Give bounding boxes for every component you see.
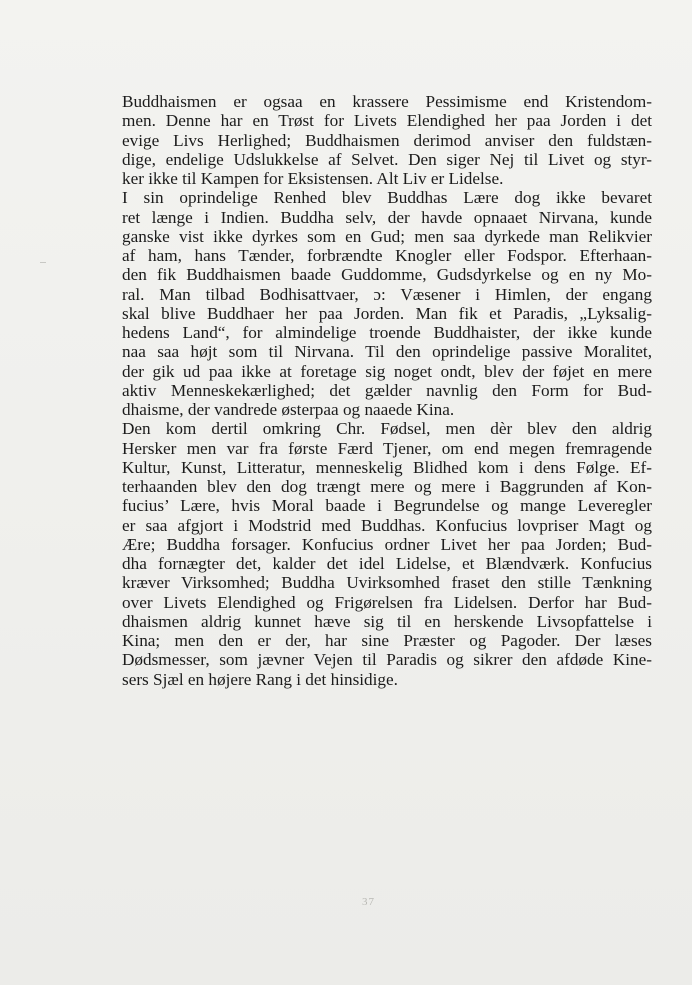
paragraph-1-line: men. Denne har en Trøst for Livets Elendighed her paa Jorden i det [122, 111, 652, 131]
paragraph-3-line: over Livets Elendighed og Frigørelsen fra Lidelsen. Derfor har Bud- [122, 592, 652, 612]
paragraph-2-line: skal blive Buddhaer her paa Jorden. Man fik et Paradis, „Lyksalig- [122, 303, 652, 323]
paragraph-3-line: kræver Virksomhed; Buddha Uvirksomhed fraset den stille Tænkning [122, 573, 652, 593]
paragraph-1-line: ker ikke til Kampen for Eksistensen. Alt Liv er Lidelse. [122, 169, 504, 188]
page-number: 37 [362, 896, 375, 908]
paragraph-3-line: Hersker men var fra første Færd Tjener, om end megen fremragende [122, 438, 652, 458]
paragraph-3-line: Dødsmesser, som jævner Vejen til Paradis og sikrer den afdøde Kine- [122, 650, 652, 670]
paragraph-1-line: evige Livs Herlighed; Buddhaismen derimod anviser den fuldstæn- [122, 130, 652, 150]
paragraph-2-line: naa saa højt som til Nirvana. Til den oprindelige passive Moralitet, [122, 342, 652, 362]
paragraph-3-line: dhaismen aldrig kunnet hæve sig til en herskende Livsopfattelse i [122, 611, 652, 631]
paragraph-3-line: Den kom dertil omkring Chr. Fødsel, men dèr blev den aldrig [122, 419, 652, 439]
paragraph-2-line: der gik ud paa ikke at foretage sig noget ondt, blev der føjet en mere [122, 361, 652, 381]
paragraph-3-line: fucius’ Lære, hvis Moral baade i Begrundelse og mange Leveregler [122, 496, 652, 516]
paragraph-2-line: ral. Man tilbad Bodhisattvaer, ɔ: Væsener i Himlen, der engang [122, 284, 652, 304]
paragraph-3-line: er saa afgjort i Modstrid med Buddhas. Konfucius lovpriser Magt og [122, 515, 652, 535]
paragraph-3-line: Kina; men den er der, har sine Præster og Pagoder. Der læses [122, 631, 652, 650]
paragraph-2-line: I sin oprindelige Renhed blev Buddhas Lære dog ikke bevaret [122, 188, 652, 208]
paragraph-3-line: sers Sjæl en højere Rang i det hinsidige. [122, 669, 398, 689]
paragraph-1-line: dige, endelige Udslukkelse af Selvet. Den siger Nej til Livet og styr- [122, 149, 652, 169]
paragraph-2-line: den fik Buddhaismen baade Guddomme, Gudsdyrkelse og en ny Mo- [122, 265, 652, 285]
paragraph-2-line: af ham, hans Tænder, forbrændte Knogler eller Fodspor. Efterhaan- [122, 246, 652, 265]
paragraph-3-line: dha fornægter det, kalder det idel Lidelse, et Blændværk. Konfucius [122, 554, 652, 573]
body-text [122, 92, 652, 689]
paragraph-2-line: hedens Land“, for almindelige troende Buddhaister, der ikke kunde [122, 323, 652, 342]
edge-mark [40, 262, 46, 263]
paragraph-2-line: ganske vist ikke dyrkes som en Gud; men saa dyrkede man Relikvier [122, 226, 652, 246]
paragraph-3-line: Ære; Buddha forsager. Konfucius ordner Livet her paa Jorden; Bud- [122, 534, 652, 554]
paragraph-3-line: terhaanden blev den dog trængt mere og mere i Baggrunden af Kon- [122, 477, 652, 496]
paragraph-2-line: dhaisme, der vandrede østerpaa og naaede Kina. [122, 400, 455, 419]
paragraph-1-line: Buddhaismen er ogsaa en krassere Pessimisme end Kristendom- [122, 92, 652, 111]
paragraph-2-line: aktiv Menneskekærlighed; det gælder navnlig den Form for Bud- [122, 380, 652, 400]
paragraph-3-line: Kultur, Kunst, Litteratur, menneskelig Blidhed kom i dens Følge. Ef- [122, 457, 652, 477]
paragraph-2-line: ret længe i Indien. Buddha selv, der havde opnaaet Nirvana, kunde [122, 207, 652, 227]
